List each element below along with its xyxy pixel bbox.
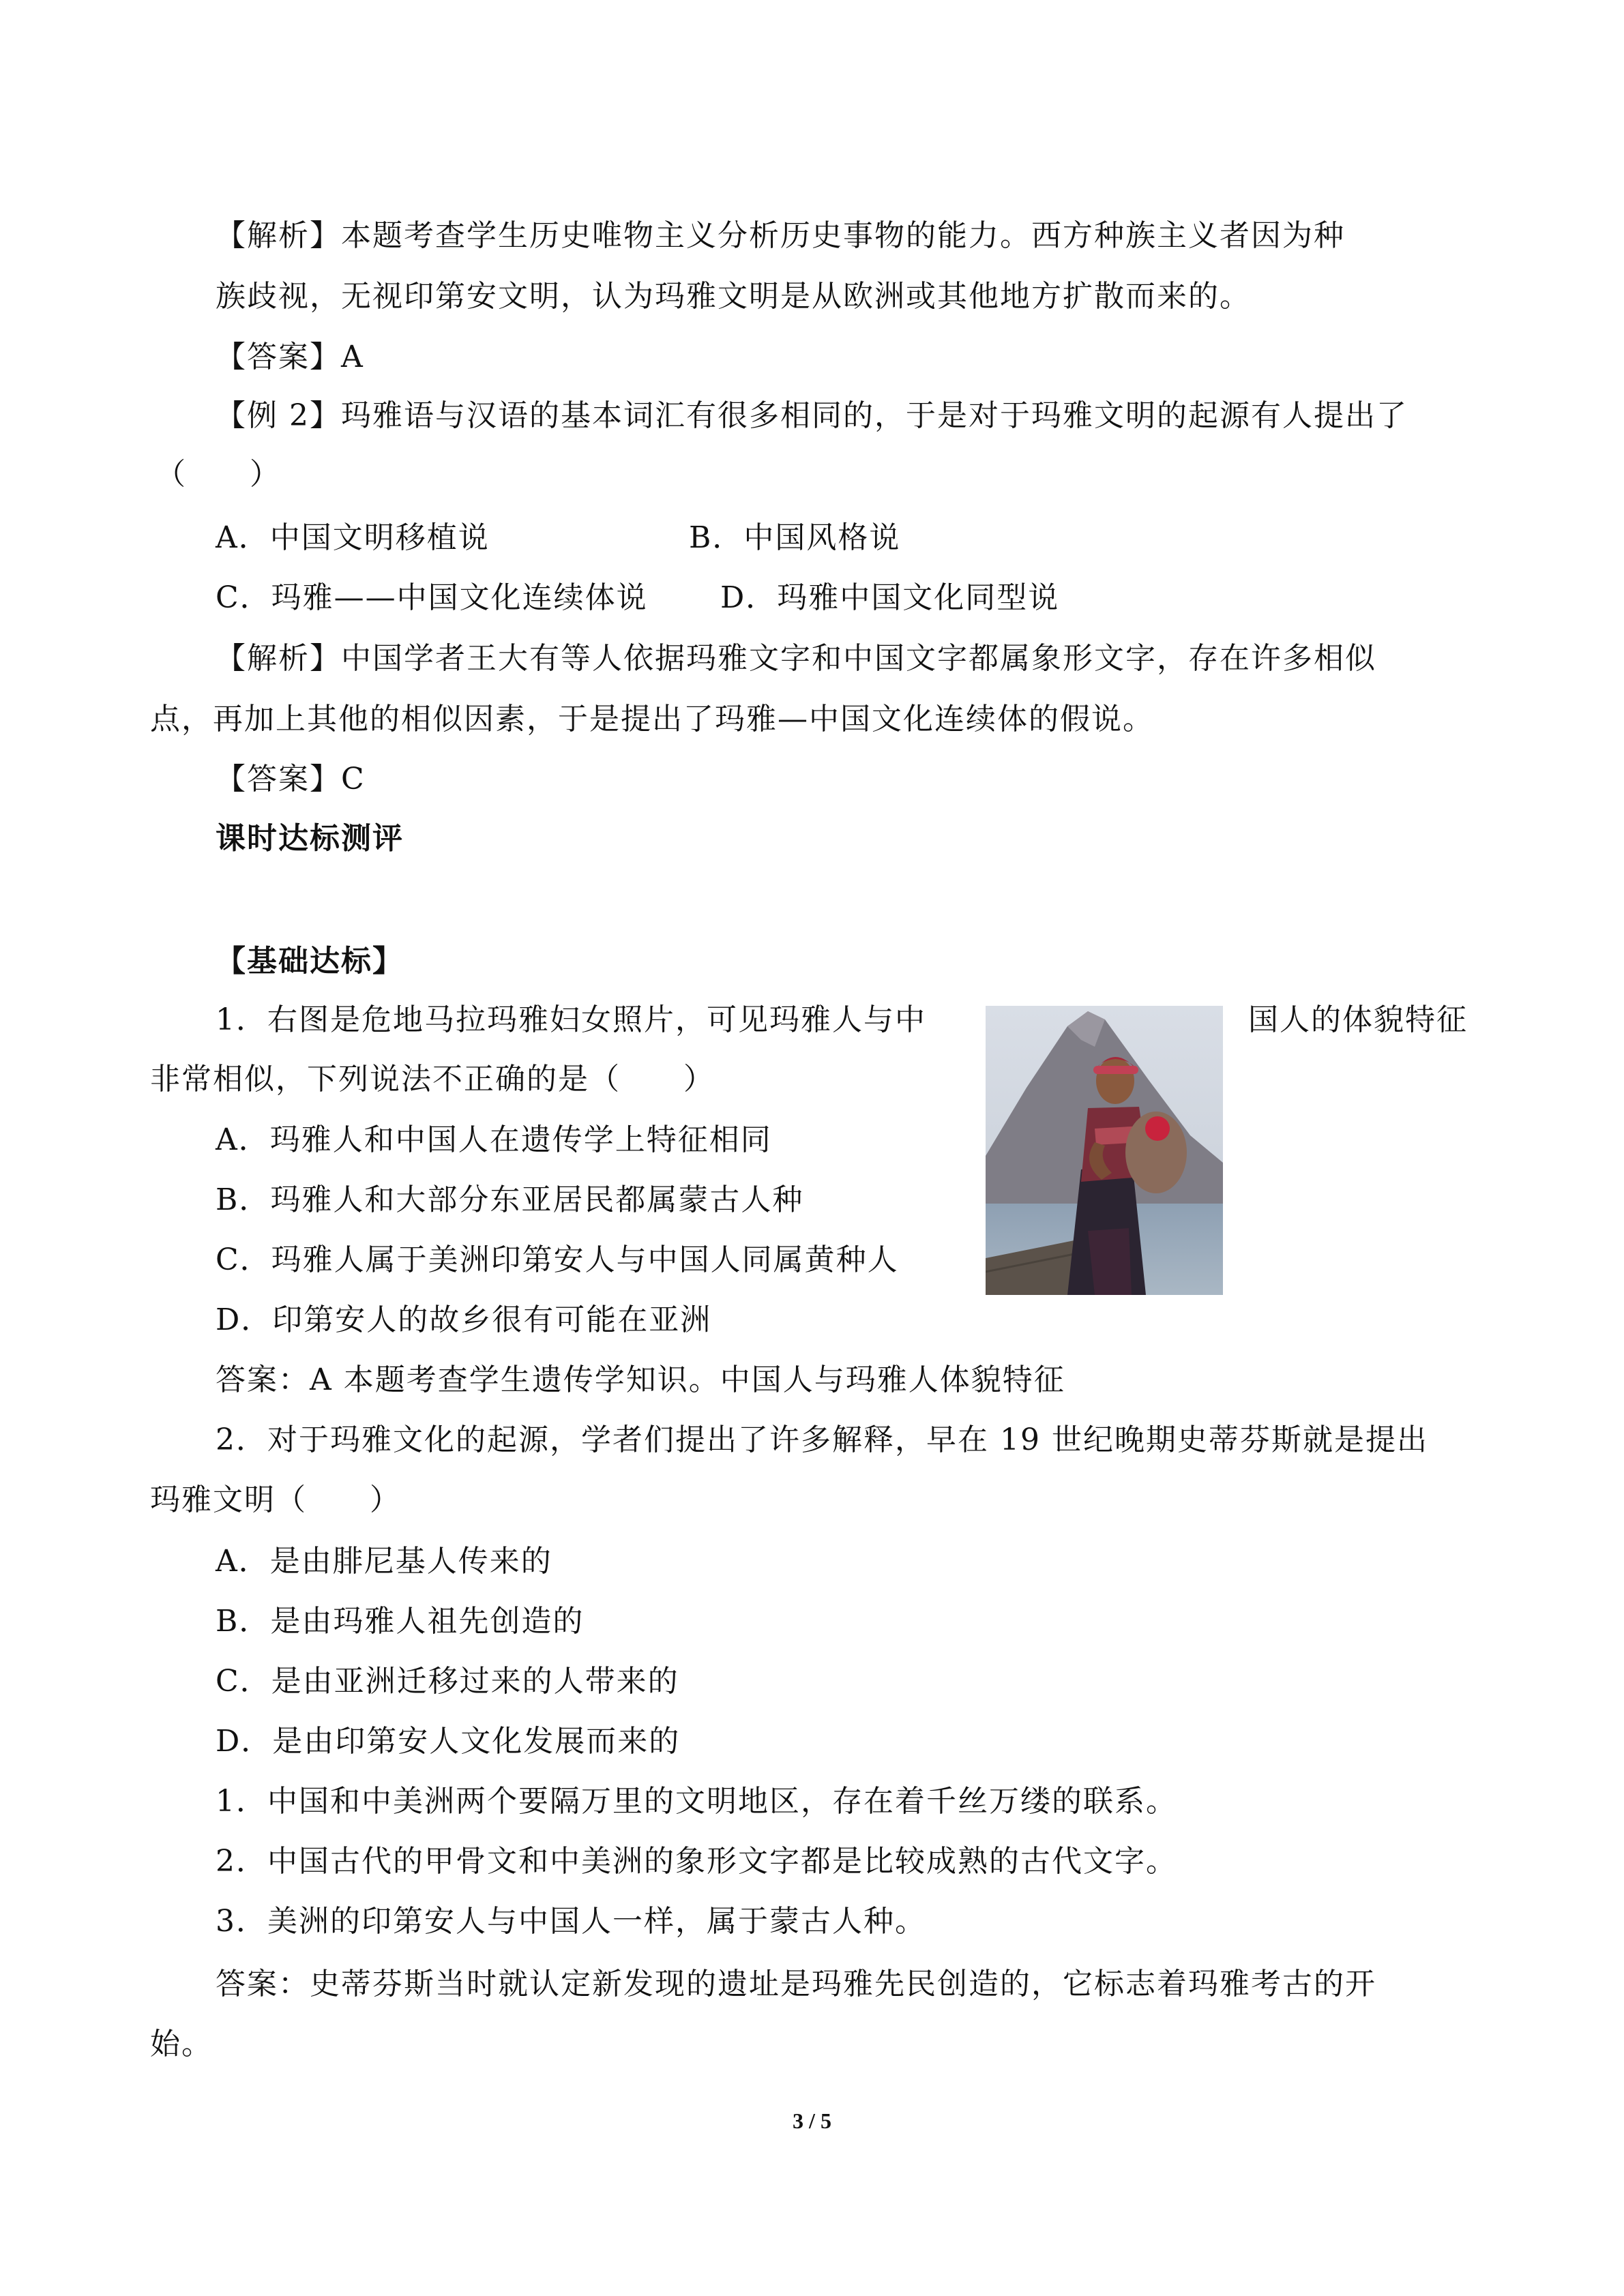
analysis-2-line-2: 点，再加上其他的相似因素，于是提出了玛雅—中国文化连续体的假说。 (150, 702, 1154, 736)
answer-2: 【答案】C (216, 762, 366, 796)
question-1-line-1a: 1．右图是危地马拉玛雅妇女照片，可见玛雅人与中 (216, 1002, 926, 1037)
section-heading: 课时达标测评 (216, 821, 404, 856)
question-1-answer: 答案：A 本题考查学生遗传学知识。中国人与玛雅人体貌特征 (216, 1362, 1065, 1397)
example-2-option-d: D．玛雅中国文化同型说 (720, 580, 1060, 615)
answer-1: 【答案】A (216, 340, 364, 374)
question-2-option-d: D．是由印第安人文化发展而来的 (216, 1724, 681, 1759)
final-answer-line-2: 始。 (150, 2027, 213, 2061)
question-2-line-2: 玛雅文明（ ） (150, 1482, 401, 1517)
example-2-option-a: A．中国文明移植说 (216, 520, 490, 555)
example-2-option-c: C．玛雅——中国文化连续体说 (216, 580, 648, 615)
question-1-option-b: B．玛雅人和大部分东亚居民都属蒙古人种 (216, 1182, 804, 1217)
subsection-heading: 【基础达标】 (216, 944, 404, 979)
final-answer-line-1: 答案：史蒂芬斯当时就认定新发现的遗址是玛雅先民创造的，它标志着玛雅考古的开 (216, 1967, 1376, 2001)
question-1-option-c: C．玛雅人属于美洲印第安人与中国人同属黄种人 (216, 1242, 899, 1277)
question-2-option-c: C．是由亚洲迁移过来的人带来的 (216, 1664, 679, 1699)
page-number: 3 / 5 (793, 2108, 831, 2133)
analysis-1-line-1: 【解析】本题考查学生历史唯物主义分析历史事物的能力。西方种族主义者因为种 (216, 218, 1345, 253)
question-2-option-b: B．是由玛雅人祖先创造的 (216, 1604, 585, 1639)
analysis-2-line-1: 【解析】中国学者王大有等人依据玛雅文字和中国文字都属象形文字，存在许多相似 (216, 641, 1376, 676)
statement-1: 1．中国和中美洲两个要隔万里的文明地区，存在着千丝万缕的联系。 (216, 1784, 1177, 1819)
analysis-1-line-2: 族歧视，无视印第安文明，认为玛雅文明是从欧洲或其他地方扩散而来的。 (216, 279, 1251, 314)
maya-woman-photo-illustration (986, 1006, 1223, 1295)
question-1-line-1b: 国人的体貌特征 (1248, 1002, 1468, 1037)
example-2-paren: （ ） (156, 457, 281, 492)
question-1-option-a: A．玛雅人和中国人在遗传学上特征相同 (216, 1122, 772, 1157)
statement-2: 2．中国古代的甲骨文和中美洲的象形文字都是比较成熟的古代文字。 (216, 1844, 1177, 1879)
question-2-option-a: A．是由腓尼基人传来的 (216, 1544, 552, 1579)
question-1-line-2: 非常相似，下列说法不正确的是（ ） (150, 1062, 715, 1097)
question-1-option-d: D．印第安人的故乡很有可能在亚洲 (216, 1302, 712, 1337)
example-2-option-b: B．中国风格说 (689, 520, 901, 555)
question-2-line-1: 2．对于玛雅文化的起源，学者们提出了许多解释，早在 19 世纪晚期史蒂芬斯就是提出 (216, 1422, 1428, 1457)
example-2-question: 【例 2】玛雅语与汉语的基本词汇有很多相同的，于是对于玛雅文明的起源有人提出了 (216, 398, 1408, 433)
maya-woman-photo (986, 1006, 1223, 1295)
statement-3: 3．美洲的印第安人与中国人一样，属于蒙古人种。 (216, 1904, 926, 1939)
